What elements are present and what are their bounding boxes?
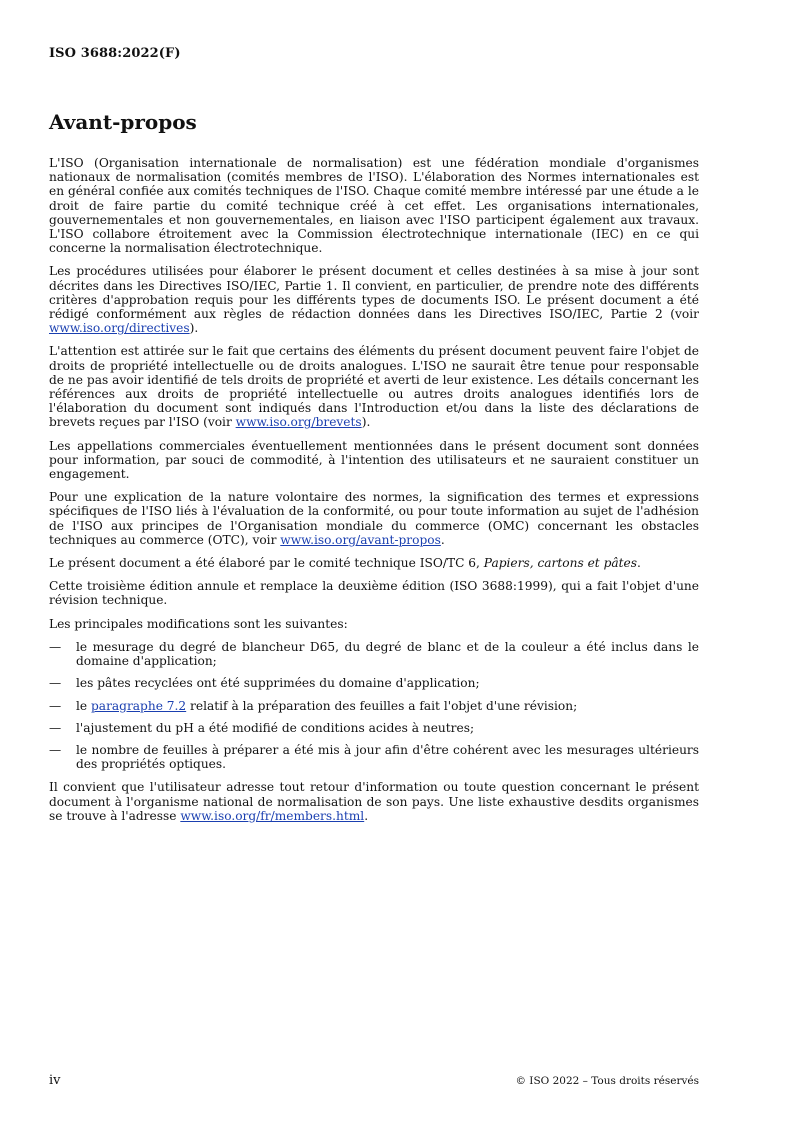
list-item-text: le <box>76 698 91 713</box>
paragraph-end: ). <box>361 415 371 430</box>
paragraph-text: L'attention est attirée sur le fait que certains des éléments du présent document peuvent faire l'objet de droits de propriété intellectuelle ou de droits analogues. L'ISO ne saurait être tenue pour responsable de ne pas avoir identifié de tels droits de propriété et averti de leur existence. Les détails concernant les références aux droits de propriété intellectuelle ou autres droits analogues identifiés lors de l'élaboration du document sont indiqués dans l'Introduction et/ou dans la liste des déclarations de brevets reçues par l'ISO (voir <box>49 344 699 430</box>
copyright-notice: © ISO 2022 – Tous droits réservés <box>515 1075 699 1087</box>
list-item <box>49 699 699 713</box>
link-avant-propos[interactable]: www.iso.org/avant-propos <box>280 532 441 547</box>
paragraph-end: ). <box>189 321 199 336</box>
list-item-text: le mesurage du degré de blancheur D65, du degré de blanc et de la couleur a été inclus dans le domaine d'application; <box>76 639 699 669</box>
page-title: Avant-propos <box>49 110 197 134</box>
link-members[interactable]: www.iso.org/fr/members.html <box>180 808 365 823</box>
link-directives[interactable]: www.iso.org/directives <box>49 321 190 336</box>
link-paragraph-7-2[interactable]: paragraphe 7.2 <box>91 698 187 713</box>
paragraph-changes-intro: Les principales modifications sont les suivantes: <box>49 616 348 631</box>
paragraph-end: . <box>637 556 641 571</box>
list-item-text: relatif à la préparation des feuilles a fait l'objet d'une révision; <box>186 698 578 713</box>
list-item <box>49 640 699 668</box>
paragraph-text: Le présent document a été élaboré par le comité technique ISO/TC 6, <box>49 556 484 571</box>
document-code: ISO 3688:2022(F) <box>49 46 181 61</box>
dash-marker: — <box>49 698 62 713</box>
paragraph-text: Pour une explication de la nature volontaire des normes, la signification des termes et expressions spécifiques de l'ISO liés à l'évaluation de la conformité, ou pour toute information au sujet de l'adhésion de l'ISO aux principes de l'Organisation mondiale du commerce (OMC) concernant les obstacles techniques au commerce (OTC), voir <box>49 490 699 547</box>
dash-marker: — <box>49 720 62 735</box>
list-item <box>49 676 699 690</box>
dash-marker: — <box>49 676 62 691</box>
paragraph-end: . <box>364 808 369 823</box>
paragraph-text: Les procédures utilisées pour élaborer le présent document et celles destinées à sa mise à jour sont décrites dans les Directives ISO/IEC, Partie 1. Il convient, en particulier, de prendre note des différents critères d'approbation requis pour les différents types de documents ISO. Le présent document a été rédigé conformément aux règles de rédaction données dans les Directives ISO/IEC, Partie 2 (voir <box>49 264 699 322</box>
paragraph-end: . <box>440 532 445 547</box>
paragraph-feedback <box>49 780 699 823</box>
changes-list <box>49 640 699 771</box>
committee-name: Papiers, cartons et pâtes <box>483 556 638 571</box>
paragraph-committee <box>49 556 699 570</box>
paragraph-organization: L'ISO (Organisation internationale de normalisation) est une fédération mondiale d'organismes nationaux de normalisation (comités membres de l'ISO). L'élaboration des Normes internationales est en général confiée aux comités techniques de l'ISO. Chaque comité membre intéressé par une étude a le droit de faire partie du comité technique créé à cet effet. Les organisations internationales, gouvernementales et non gouvernementales, en liaison avec l'ISO participent également aux travaux. L'ISO collabore étroitement avec la Commission électrotechnique internationale (IEC) en ce qui concerne la normalisation électrotechnique. <box>49 156 699 256</box>
page-number: iv <box>49 1073 61 1088</box>
paragraph-procedures <box>49 264 699 335</box>
dash-marker: — <box>49 742 62 757</box>
list-item <box>49 743 699 771</box>
paragraph-trade-names: Les appellations commerciales éventuellement mentionnées dans le présent document sont données pour information, par souci de commodité, à l'intention des utilisateurs et ne sauraient constituer un engagement. <box>49 438 699 482</box>
list-item-text: l'ajustement du pH a été modifié de conditions acides à neutres; <box>76 720 475 735</box>
list-item-text: les pâtes recyclées ont été supprimées du domaine d'application; <box>76 676 480 691</box>
list-item-text: le nombre de feuilles à préparer a été mis à jour afin d'être cohérent avec les mesurages ultérieurs des propriétés optiques. <box>76 742 699 772</box>
paragraph-text: Il convient que l'utilisateur adresse tout retour d'information ou toute question concernant le présent document à l'organisme national de normalisation de son pays. Une liste exhaustive desdits organismes se trouve à l'adresse <box>49 780 699 823</box>
dash-marker: — <box>49 639 62 654</box>
paragraph-voluntary-nature <box>49 490 699 547</box>
foreword-content <box>49 156 699 832</box>
paragraph-edition: Cette troisième édition annule et remplace la deuxième édition (ISO 3688:1999), qui a fait l'objet d'une révision technique. <box>49 579 699 608</box>
list-item <box>49 721 699 735</box>
link-brevets[interactable]: www.iso.org/brevets <box>235 415 362 430</box>
paragraph-patents <box>49 344 699 429</box>
